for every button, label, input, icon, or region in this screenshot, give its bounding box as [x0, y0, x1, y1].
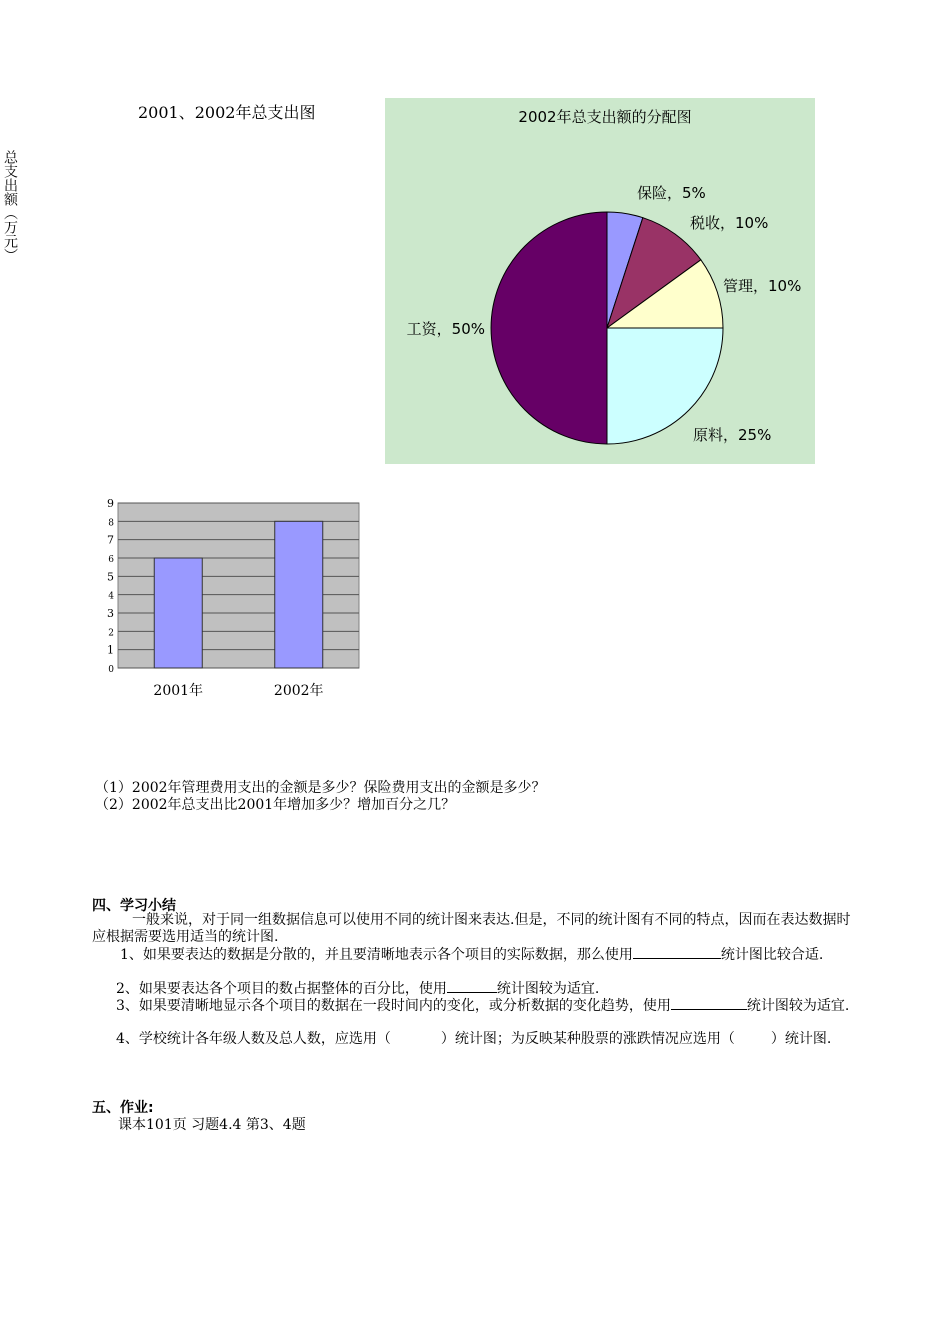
y-tick-label: 2: [108, 628, 114, 639]
x-tick-label: 2002年: [273, 683, 324, 699]
item-2-blank[interactable]: [447, 980, 497, 993]
item-1-text-b: 统计图比较合适.: [720, 947, 824, 963]
question-1: （1）2002年管理费用支出的金额是多少？保险费用支出的金额是多少？: [95, 780, 546, 796]
y-tick-label: 8: [108, 518, 114, 529]
y-tick-label: 4: [108, 591, 114, 602]
item-3-text-b: 统计图较为适宜.: [746, 998, 850, 1014]
bar-0: [154, 558, 202, 668]
pie-slice-label-3: 原料，25%: [693, 426, 772, 444]
y-tick-label: 1: [107, 643, 114, 657]
item-4-text-c: ）统计图.: [770, 1031, 832, 1047]
item-3-text-a: 3、如果要清晰地显示各个项目的数据在一段时间内的变化，或分析数据的变化趋势，使用: [116, 998, 671, 1014]
y-tick-label: 6: [108, 555, 114, 565]
pie-slice-label-4: 工资，50%: [406, 320, 485, 338]
y-tick-label: 9: [107, 498, 114, 510]
bar-chart: [100, 498, 370, 708]
bar-chart-svg: [100, 498, 370, 708]
pie-chart-panel: [385, 98, 815, 464]
summary-item-1: [92, 946, 862, 964]
item-4-text-b: ）统计图；为反映某种股票的涨跌情况应选用（: [440, 1031, 735, 1047]
bar-chart-title: 2001、2002年总支出图: [138, 103, 316, 122]
y-axis-label-text: 总支出额（万元）: [2, 150, 18, 262]
y-tick-label: 5: [107, 570, 114, 584]
y-tick-label: 7: [107, 533, 114, 547]
item-2-text-b: 统计图较为适宜.: [496, 981, 600, 997]
pie-chart: [385, 98, 815, 464]
item-2-text-a: 2、如果要表达各个项目的数占据整体的百分比，使用: [116, 981, 447, 997]
x-tick-label: 2001年: [153, 683, 204, 699]
pie-chart-title: 2002年总支出额的分配图: [518, 108, 692, 126]
pie-slice-label-1: 税收，10%: [690, 214, 769, 232]
pie-slice-4: [491, 212, 607, 444]
section-summary-heading: 四、学习小结: [92, 898, 176, 914]
question-2: （2）2002年总支出比2001年增加多少？增加百分之几？: [95, 797, 456, 813]
section-homework-heading: 五、作业:: [92, 1100, 154, 1116]
y-tick-label: 0: [108, 665, 114, 675]
homework-text: 课本101页 习题4.4 第3、4题: [118, 1117, 306, 1133]
summary-intro: 一般来说，对于同一组数据信息可以使用不同的统计图来表达.但是，不同的统计图有不同的特点，因而在表达数据时应根据需要选用适当的统计图.: [92, 912, 851, 945]
bar-chart-y-axis-label: [2, 150, 18, 262]
summary-item-4: [92, 1031, 862, 1048]
pie-slice-label-0: 保险，5%: [637, 184, 706, 202]
summary-item-3: [92, 997, 862, 1015]
summary-item-2: [92, 980, 862, 998]
bar-1: [275, 521, 323, 668]
item-1-text-a: 1、如果要表达的数据是分散的，并且要清晰地表示各个项目的实际数据，那么使用: [120, 947, 633, 963]
pie-slice-label-2: 管理，10%: [723, 277, 802, 295]
item-3-blank[interactable]: [671, 997, 747, 1010]
item-4-text-a: 4、学校统计各年级人数及总人数，应选用（: [116, 1031, 391, 1047]
y-tick-label: 3: [107, 607, 114, 620]
item-1-blank[interactable]: [633, 946, 721, 959]
